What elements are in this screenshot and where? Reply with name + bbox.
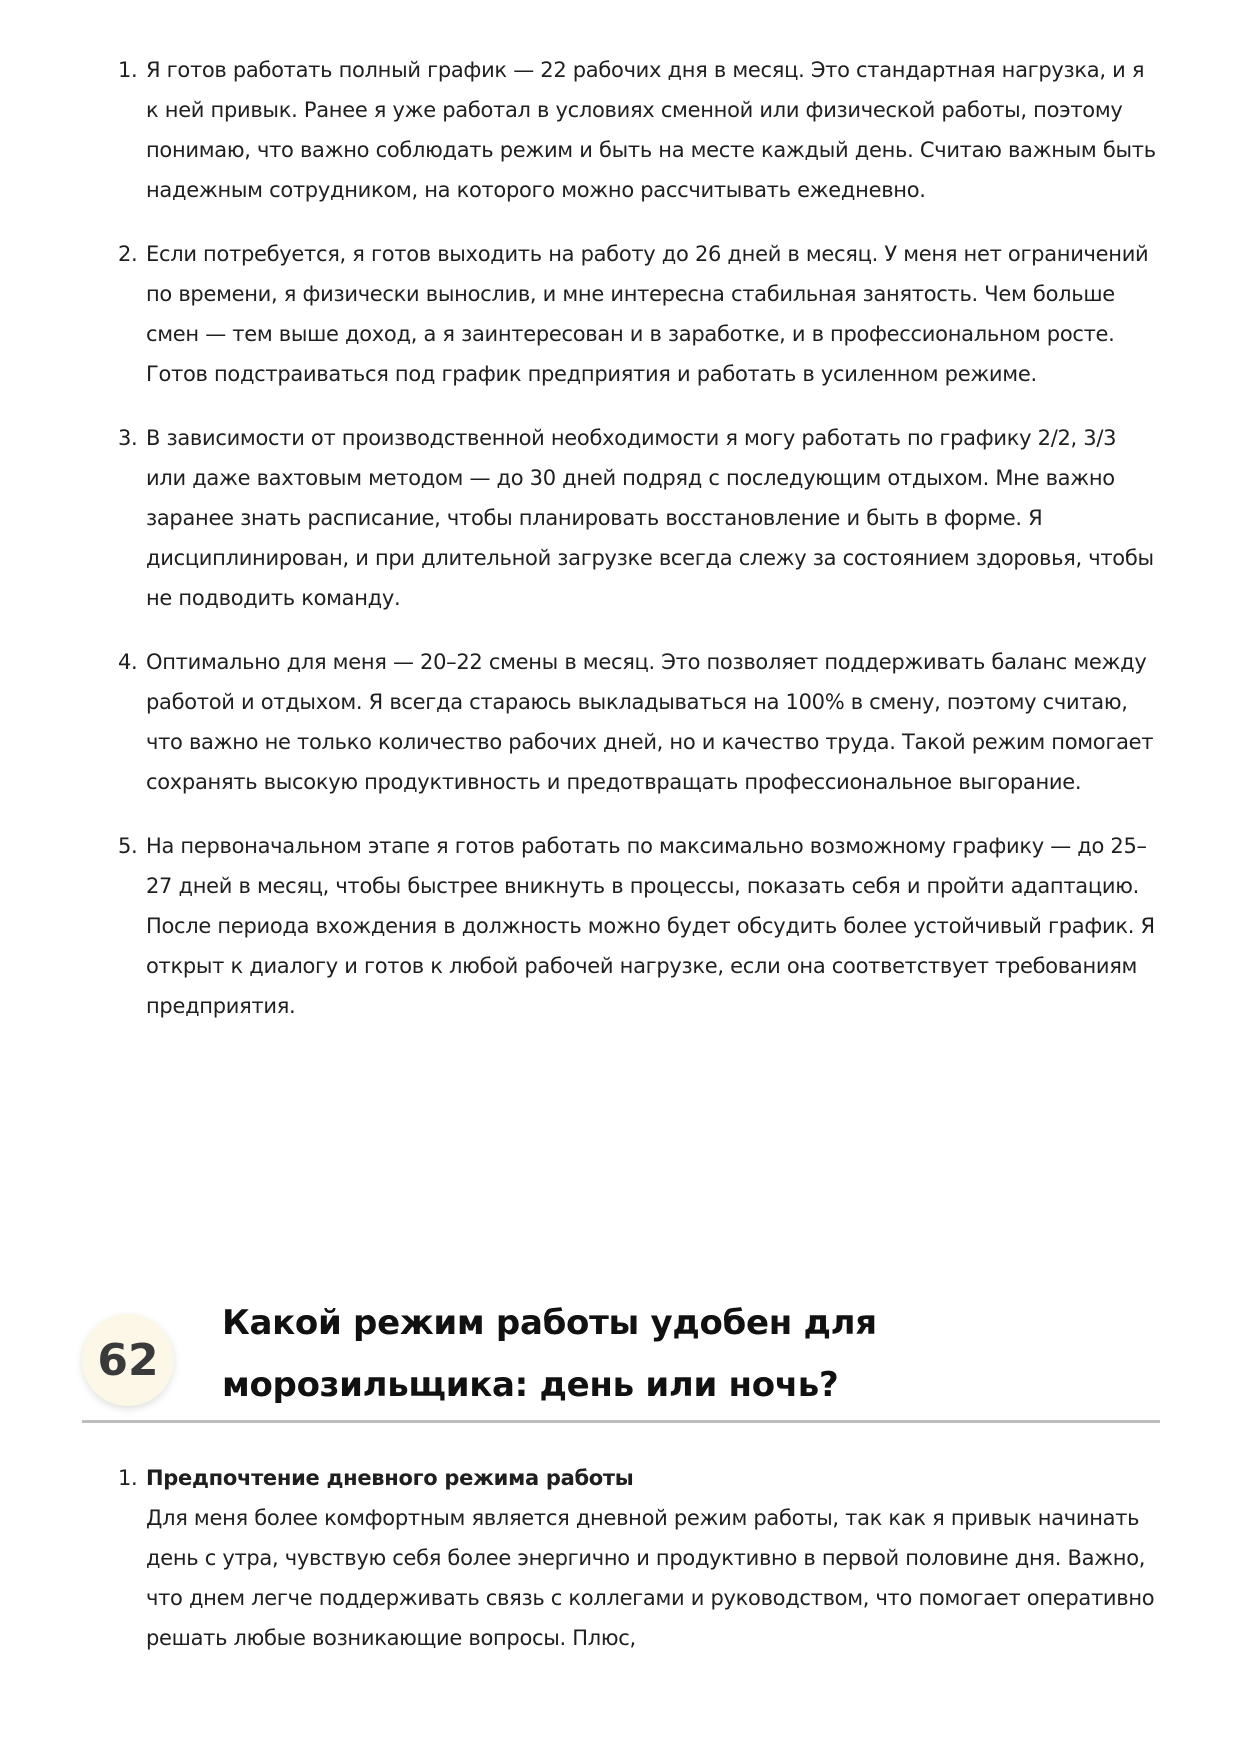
answer-text: Для меня более комфортным является дневной режим работы, так как я привык начинать день с утра, чувствую себя более энергично и продуктивно в первой половине дня. Важно, что днем легче поддерживать связь с коллегами и руководством, что помогает оперативно решать любые возникающие вопросы. Плюс,	[146, 1506, 1155, 1650]
answer-text: В зависимости от производственной необходимости я могу работать по графику 2/2, 3/3 или даже вахтовым методом — до 30 дней подряд с последующим отдыхом. Мне важно заранее знать расписание, чтобы планировать восстановление и быть в форме. Я дисциплинирован, и при длительной загрузке всегда слежу за состоянием здоровья, чтобы не подводить команду.	[146, 426, 1154, 610]
question-title: Какой режим работы удобен для морозильщика: день или ночь?	[222, 1303, 877, 1405]
answer-item: 2. Если потребуется, я готов выходить на работу до 26 дней в месяц. У меня нет ограничений по времени, я физически вынослив, и мне интересна стабильная занятость. Чем больше смен — тем выше доход, а я заинтересован и в заработке, и в профессиональном росте. Готов подстраиваться под график предприятия и работать в усиленном режиме.	[118, 242, 1149, 386]
question-number-badge: 62	[82, 1314, 174, 1406]
answer-item: 1. Я готов работать полный график — 22 рабочих дня в месяц. Это стандартная нагрузка, и я к ней привык. Ранее я уже работал в условиях сменной или физической работы, поэтому понимаю, что важно соблюдать режим и быть на месте каждый день. Считаю важным быть надежным сотрудником, на которого можно рассчитывать ежедневно.	[118, 58, 1156, 202]
answer-item: 3. В зависимости от производственной необходимости я могу работать по графику 2/2, 3/3 или даже вахтовым методом — до 30 дней подряд с последующим отдыхом. Мне важно заранее знать расписание, чтобы планировать восстановление и быть в форме. Я дисциплинирован, и при длительной загрузке всегда слежу за состоянием здоровья, чтобы не подводить команду.	[118, 426, 1154, 610]
answers-list	[118, 50, 1158, 1050]
question-answers-list	[118, 1458, 1158, 1658]
answer-heading: Предпочтение дневного режима работы	[146, 1466, 634, 1490]
question-header	[82, 1290, 1160, 1428]
answer-text: Если потребуется, я готов выходить на работу до 26 дней в месяц. У меня нет ограничений по времени, я физически вынослив, и мне интересна стабильная занятость. Чем больше смен — тем выше доход, а я заинтересован и в заработке, и в профессиональном росте. Готов подстраиваться под график предприятия и работать в усиленном режиме.	[146, 242, 1149, 386]
answer-item: 4. Оптимально для меня — 20–22 смены в месяц. Это позволяет поддерживать баланс между работой и отдыхом. Я всегда стараюсь выкладываться на 100% в смену, поэтому считаю, что важно не только количество рабочих дней, но и качество труда. Такой режим помогает сохранять высокую продуктивность и предотвращать профессиональное выгорание.	[118, 650, 1154, 794]
answer-text: Я готов работать полный график — 22 рабочих дня в месяц. Это стандартная нагрузка, и я к ней привык. Ранее я уже работал в условиях сменной или физической работы, поэтому понимаю, что важно соблюдать режим и быть на месте каждый день. Считаю важным быть надежным сотрудником, на которого можно рассчитывать ежедневно.	[146, 58, 1156, 202]
answer-text: Оптимально для меня — 20–22 смены в месяц. Это позволяет поддерживать баланс между работой и отдыхом. Я всегда стараюсь выкладываться на 100% в смену, поэтому считаю, что важно не только количество рабочих дней, но и качество труда. Такой режим помогает сохранять высокую продуктивность и предотвращать профессиональное выгорание.	[146, 650, 1154, 794]
divider	[82, 1420, 1160, 1423]
answer-text: На первоначальном этапе я готов работать по максимально возможному графику — до 25–27 дней в месяц, чтобы быстрее вникнуть в процессы, показать себя и пройти адаптацию. После периода вхождения в должность можно будет обсудить более устойчивый график. Я открыт к диалогу и готов к любой рабочей нагрузке, если она соответствует требованиям предприятия.	[146, 834, 1155, 1018]
answer-item: 1. Предпочтение дневного режима работы Для меня более комфортным является дневной режим работы, так как я привык начинать день с утра, чувствую себя более энергично и продуктивно в первой половине дня. Важно, что днем легче поддерживать связь с коллегами и руководством, что помогает оперативно решать любые возникающие вопросы. Плюс,	[118, 1458, 1158, 1658]
answer-item: 5. На первоначальном этапе я готов работать по максимально возможному графику — до 25–27 дней в месяц, чтобы быстрее вникнуть в процессы, показать себя и пройти адаптацию. После периода вхождения в должность можно будет обсудить более устойчивый график. Я открыт к диалогу и готов к любой рабочей нагрузке, если она соответствует требованиям предприятия.	[118, 834, 1155, 1018]
